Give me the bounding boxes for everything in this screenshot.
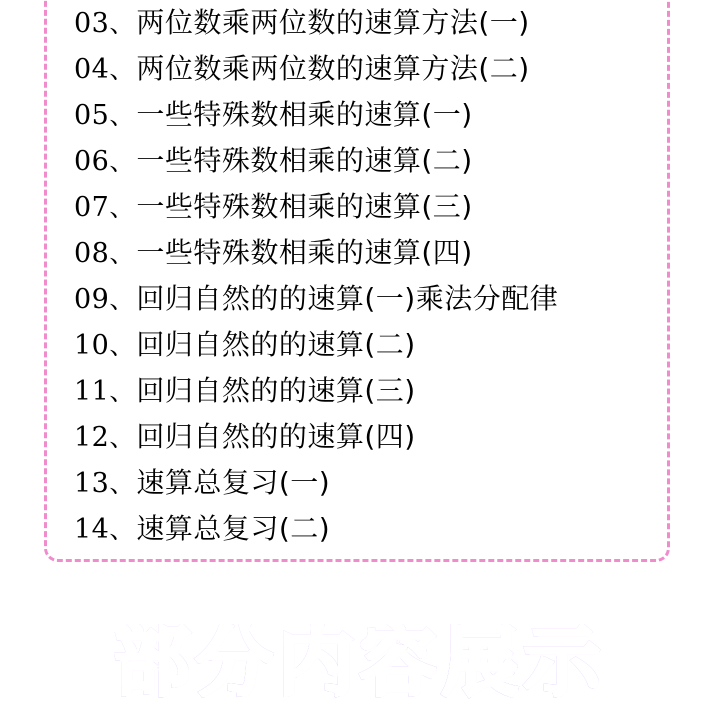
list-item (74, 184, 674, 230)
list-item (74, 414, 674, 460)
list-item (74, 368, 674, 414)
list-item (74, 92, 674, 138)
list-item-separator: 、 (109, 515, 135, 544)
list-item (74, 138, 674, 184)
list-item-separator: 、 (109, 469, 135, 498)
list-item-number: 09 (74, 284, 110, 315)
list-item (74, 0, 674, 46)
list-item-number: 03 (74, 8, 110, 39)
list-item-separator: 、 (109, 193, 135, 222)
list-item (74, 460, 674, 506)
list-item-title: 回归自然的的速算(四) (136, 420, 416, 453)
list-item (74, 322, 674, 368)
list-item-number: 13 (74, 468, 110, 499)
list-item-number: 05 (74, 100, 110, 131)
list-item (74, 276, 674, 322)
list-item-number: 14 (74, 514, 110, 545)
list-item-separator: 、 (109, 55, 135, 84)
list-item-separator: 、 (109, 377, 135, 406)
list-item-separator: 、 (109, 239, 135, 268)
list-item-number: 04 (74, 54, 110, 85)
list-item-title: 一些特殊数相乘的速算(三) (136, 190, 473, 223)
list-item-separator: 、 (109, 147, 135, 176)
list-item-separator: 、 (109, 101, 135, 130)
section-banner (0, 604, 720, 720)
list-item-title: 回归自然的的速算(二) (136, 328, 416, 361)
list-item-title: 回归自然的的速算(一)乘法分配律 (136, 282, 559, 315)
list-item-title: 两位数乘两位数的速算方法(一) (136, 6, 530, 39)
list-item (74, 230, 674, 276)
list-item-title: 两位数乘两位数的速算方法(二) (136, 52, 530, 85)
list-item-title: 速算总复习(一) (136, 466, 331, 499)
list-item-number: 11 (74, 376, 110, 407)
list-item-separator: 、 (109, 285, 135, 314)
list-item-title: 速算总复习(二) (136, 512, 331, 545)
list-item-separator: 、 (109, 9, 135, 38)
list-item-separator: 、 (109, 331, 135, 360)
list-item-number: 10 (74, 330, 110, 361)
list-item (74, 506, 674, 552)
list-item (74, 46, 674, 92)
list-item-title: 一些特殊数相乘的速算(一) (136, 98, 473, 131)
table-of-contents-list (74, 0, 674, 560)
list-item-number: 06 (74, 146, 110, 177)
list-item-number: 07 (74, 192, 110, 223)
list-item-title: 一些特殊数相乘的速算(四) (136, 236, 473, 269)
list-item-number: 12 (74, 422, 110, 453)
list-item-number: 08 (74, 238, 110, 269)
list-item-title: 一些特殊数相乘的速算(二) (136, 144, 473, 177)
list-item-title: 回归自然的的速算(三) (136, 374, 416, 407)
section-banner-title: 部分内容展示 (114, 617, 606, 706)
list-item-separator: 、 (109, 423, 135, 452)
